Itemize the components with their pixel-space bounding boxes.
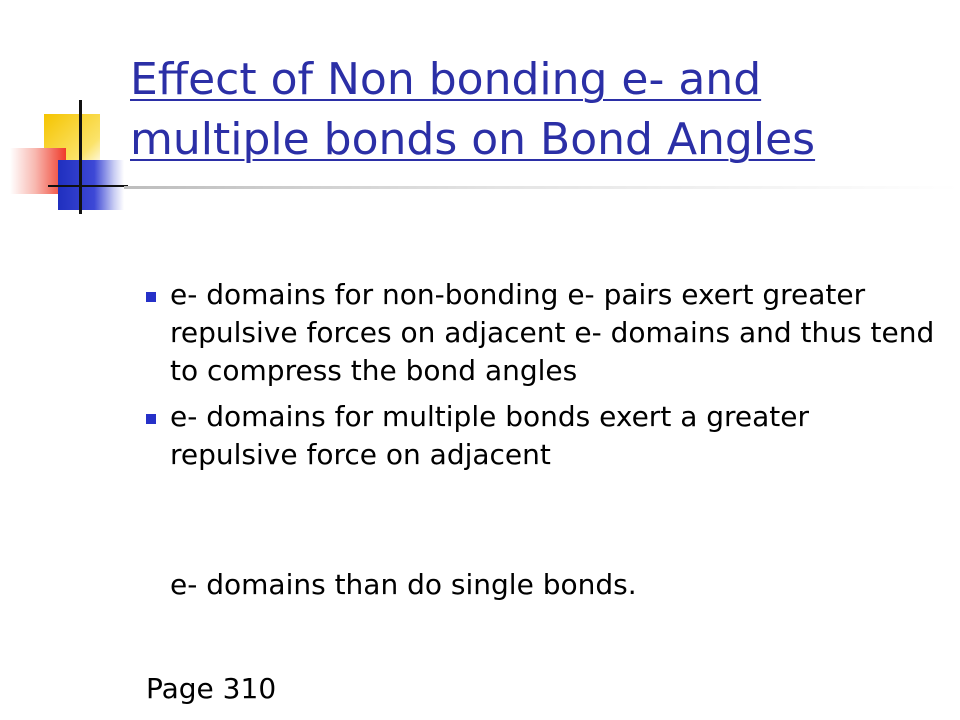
slide-title: Effect of Non bonding e- and multiple bonds on Bond Angles: [130, 54, 816, 165]
logo-vertical-line: [79, 100, 82, 214]
bullet-item: [146, 398, 936, 474]
bullet-square-icon: [146, 292, 156, 302]
title-divider: [124, 186, 960, 189]
bullet-square-icon: [146, 414, 156, 424]
bullet-list: [146, 276, 936, 474]
logo-horizontal-line: [48, 185, 128, 187]
page-reference: Page 310: [146, 672, 277, 705]
bullet-text: e- domains for non-bonding e- pairs exert greater repulsive forces on adjacent e- domains and thus tend to compress the bond angles: [170, 278, 935, 387]
bullet-text: e- domains for multiple bonds exert a greater repulsive force on adjacent: [170, 400, 810, 471]
bullet-continuation: e- domains than do single bonds.: [170, 568, 637, 601]
bullet-item: [146, 276, 936, 390]
